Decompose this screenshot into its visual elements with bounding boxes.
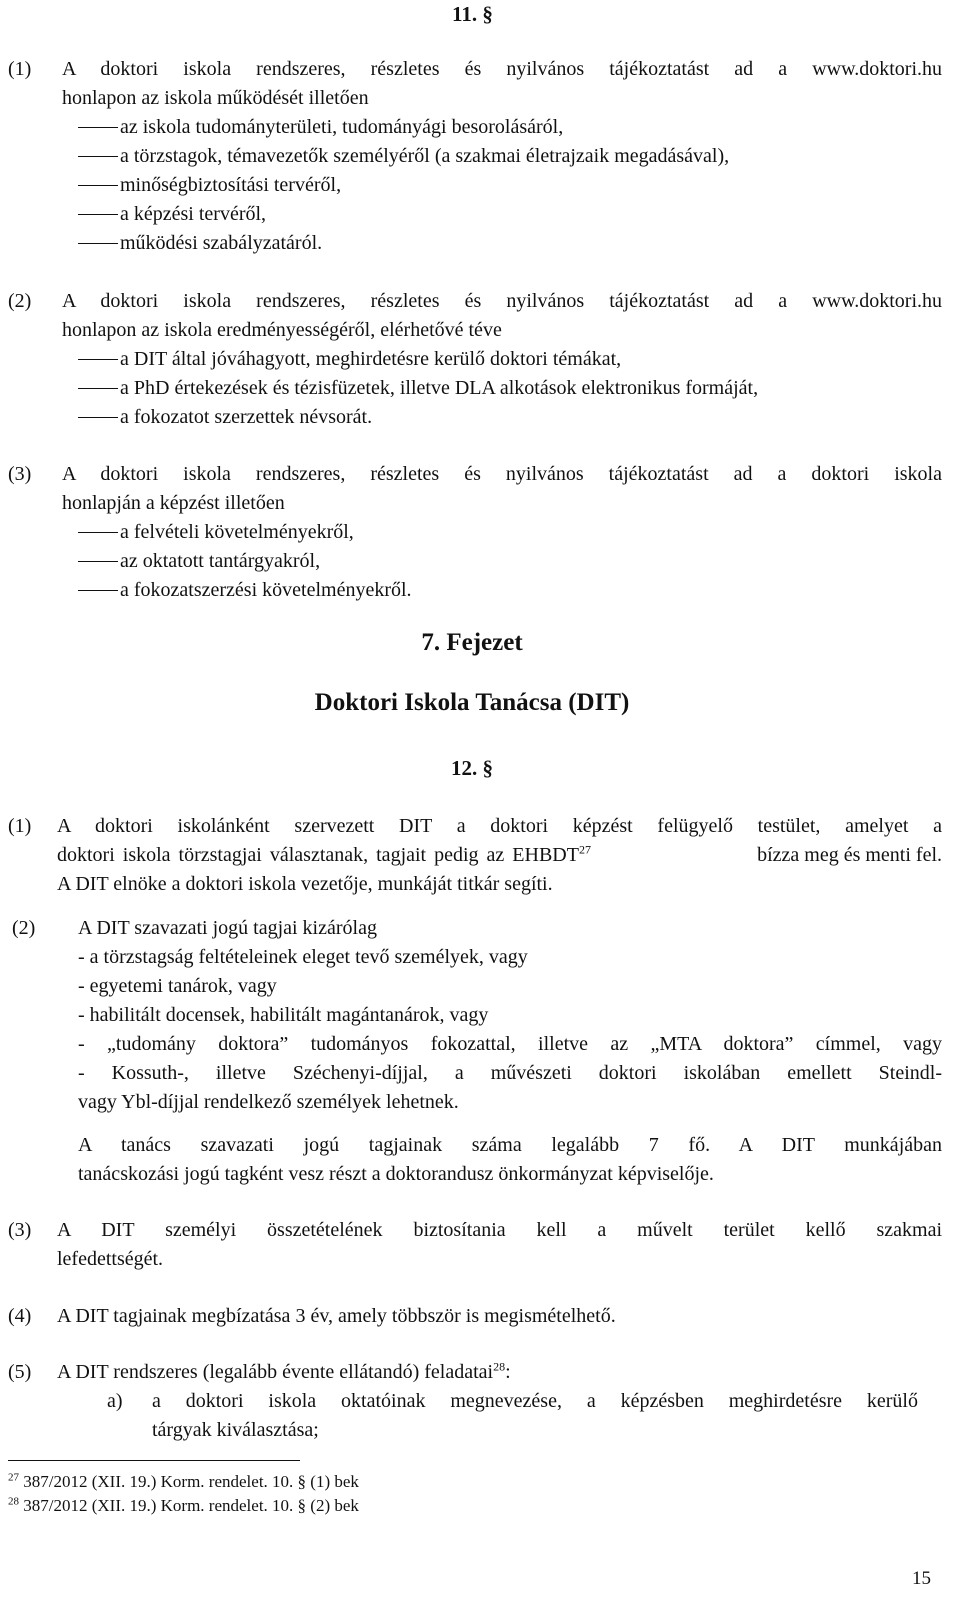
s11-p3-item: a fokozatszerzési követelményekről. xyxy=(120,579,412,601)
s12-p5-item-a-label: a) xyxy=(107,1390,123,1412)
s11-p2-item: a DIT által jóváhagyott, meghirdetésre kerülő doktori témákat, xyxy=(120,348,622,370)
s11-p1-line1: A doktori iskola rendszeres, részletes és nyilvános tájékoztatást ad a www.doktori.hu xyxy=(62,58,942,80)
footnote-number: 28 xyxy=(8,1495,19,1508)
dash-bullet xyxy=(78,388,118,389)
s11-p3-item: az oktatott tantárgyakról, xyxy=(120,550,321,572)
s12-p4-line1: A DIT tagjainak megbízatása 3 év, amely többször is megismételhető. xyxy=(57,1305,616,1327)
s11-p1-line2: honlapon az iskola működését illetően xyxy=(62,87,369,109)
s12-p2-item: - „tudomány doktora” tudományos fokozattal, illetve az „MTA doktora” címmel, vagy xyxy=(78,1033,942,1055)
s12-p5-item-a-line2: tárgyak kiválasztása; xyxy=(152,1419,319,1441)
s12-p5-line1-text: A DIT rendszeres (legalább évente ellátandó) feladatai xyxy=(57,1361,494,1383)
footnote-ref-28: 28 xyxy=(493,1359,506,1374)
section-12-heading: 12. § xyxy=(451,756,493,780)
s11-p1-number: (1) xyxy=(8,58,32,80)
s12-p2-item: vagy Ybl-díjjal rendelkező személyek lehetnek. xyxy=(78,1091,459,1113)
s12-p2-number: (2) xyxy=(12,917,36,939)
s11-p3-line2: honlapján a képzést illetően xyxy=(62,492,285,514)
page-number: 15 xyxy=(912,1568,931,1589)
s12-p5-line1-colon: : xyxy=(505,1361,511,1383)
section-11-heading: 11. § xyxy=(452,2,493,26)
dash-bullet xyxy=(78,417,118,418)
s12-p3-number: (3) xyxy=(8,1219,32,1241)
s12-p1-line3: A DIT elnöke a doktori iskola vezetője, munkáját titkár segíti. xyxy=(57,873,553,895)
s12-p2-extra-line1: A tanács szavazati jogú tagjainak száma legalább 7 fő. A DIT munkájában xyxy=(78,1134,942,1156)
s12-p1-line2 xyxy=(57,841,942,870)
footnote-text: 387/2012 (XII. 19.) Korm. rendelet. 10. § (2) bek xyxy=(23,1496,359,1515)
s12-p1-line1: A doktori iskolánként szervezett DIT a doktori képzést felügyelő testület, amelyet a xyxy=(57,815,942,837)
s12-p1-line2-text: doktori iskola törzstagjai választanak, tagjait pedig az EHBDT xyxy=(57,844,579,866)
s12-p1-number: (1) xyxy=(8,815,32,837)
s12-p5-item-a-line1: a doktori iskola oktatóinak megnevezése, a képzésben meghirdetésre kerülő xyxy=(152,1390,918,1412)
footnote-separator xyxy=(8,1460,300,1461)
dash-bullet xyxy=(78,214,118,215)
s12-p5-line1 xyxy=(57,1358,511,1387)
s12-p2-line1: A DIT szavazati jogú tagjai kizárólag xyxy=(78,917,377,939)
s12-p3-line2: lefedettségét. xyxy=(57,1248,164,1270)
chapter-number: 7. Fejezet xyxy=(421,629,523,656)
dash-bullet xyxy=(78,156,118,157)
s12-p2-item: - a törzstagság feltételeinek eleget tevő személyek, vagy xyxy=(78,946,528,968)
s12-p2-item: - Kossuth-, illetve Széchenyi-díjjal, a művészeti doktori iskolában emellett Steindl- xyxy=(78,1062,942,1084)
footnote-text: 387/2012 (XII. 19.) Korm. rendelet. 10. § (1) bek xyxy=(23,1472,359,1491)
dash-bullet xyxy=(78,127,118,128)
dash-bullet xyxy=(78,561,118,562)
s11-p3-line1: A doktori iskola rendszeres, részletes és nyilvános tájékoztatást ad a doktori iskola xyxy=(62,463,942,485)
s12-p4-number: (4) xyxy=(8,1305,32,1327)
dash-bullet xyxy=(78,359,118,360)
footnote-number: 27 xyxy=(8,1471,19,1484)
s11-p1-item: a képzési tervéről, xyxy=(120,203,267,225)
s12-p1-line2-tail: bízza meg és menti fel. xyxy=(757,844,942,866)
s11-p2-line1: A doktori iskola rendszeres, részletes és nyilvános tájékoztatást ad a www.doktori.hu xyxy=(62,290,942,312)
s12-p2-item: - egyetemi tanárok, vagy xyxy=(78,975,277,997)
dash-bullet xyxy=(78,532,118,533)
s11-p2-item: a fokozatot szerzettek névsorát. xyxy=(120,406,373,428)
s12-p3-line1: A DIT személyi összetételének biztosítania kell a művelt terület kellő szakmai xyxy=(57,1219,942,1241)
s12-p2-item: - habilitált docensek, habilitált magántanárok, vagy xyxy=(78,1004,489,1026)
s11-p2-number: (2) xyxy=(8,290,32,312)
footnote-28 xyxy=(8,1494,359,1518)
s11-p3-item: a felvételi követelményekről, xyxy=(120,521,354,543)
s11-p3-number: (3) xyxy=(8,463,32,485)
s11-p2-line2: honlapon az iskola eredményességéről, elérhetővé téve xyxy=(62,319,502,341)
dash-bullet xyxy=(78,590,118,591)
s11-p1-item: minőségbiztosítási tervéről, xyxy=(120,174,342,196)
chapter-title: Doktori Iskola Tanácsa (DIT) xyxy=(314,689,630,716)
s11-p1-item: az iskola tudományterületi, tudományági besorolásáról, xyxy=(120,116,564,138)
s11-p1-item: működési szabályzatáról. xyxy=(120,232,323,254)
footnote-ref-27: 27 xyxy=(578,842,591,857)
s11-p1-item: a törzstagok, témavezetők személyéről (a szakmai életrajzaik megadásával), xyxy=(120,145,730,167)
footnote-27 xyxy=(8,1470,359,1494)
dash-bullet xyxy=(78,185,118,186)
s12-p5-number: (5) xyxy=(8,1361,32,1383)
dash-bullet xyxy=(78,243,118,244)
s11-p2-item: a PhD értekezések és tézisfüzetek, illetve DLA alkotások elektronikus formáját, xyxy=(120,377,759,399)
s12-p2-extra-line2: tanácskozási jogú tagként vesz részt a doktorandusz önkormányzat képviselője. xyxy=(78,1163,714,1185)
